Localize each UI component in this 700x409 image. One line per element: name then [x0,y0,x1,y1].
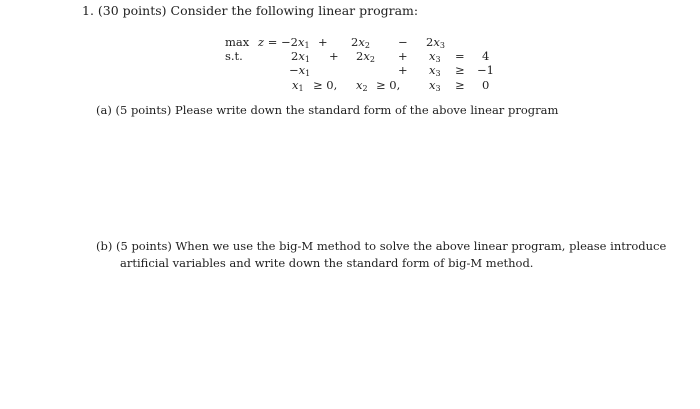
part-b-line1: (b) (5 points) When we use the big-M method to solve the above linear program, please introduce [96,239,667,253]
c1-term2: $2x_2$ [356,49,375,64]
c2-plus: + [398,63,408,77]
nn-x2: $x_2$ [356,78,368,93]
c1-term1: $2x_1$ [291,49,310,64]
st-label: s.t. [225,49,243,63]
c1-plus2: + [398,49,408,63]
question-heading: 1. (30 points) Consider the following linear program: [82,3,419,18]
c1-plus1: + [329,49,339,63]
c1-term3: $x_3$ [429,49,441,64]
nn-x3-geq: ≥ [455,78,465,92]
nn-x3: $x_3$ [429,78,441,93]
nn-x1: $x_1$ [292,78,304,93]
nn-x1-geq: ≥ 0, [313,78,338,92]
linear-program [0,0,700,120]
c2-term3: $x_3$ [429,63,441,78]
obj-term2: $2x_2$ [351,35,370,50]
nn-x2-geq: ≥ 0, [376,78,401,92]
c2-rhs: −1 [477,63,494,77]
c2-term1: $-x_1$ [289,63,311,78]
max-label: max [225,35,250,49]
obj-minus: − [398,35,408,49]
obj-term3: $2x_3$ [426,35,445,50]
c1-equals: = [455,49,465,63]
part-a: (a) (5 points) Please write down the standard form of the above linear program [96,103,559,117]
part-b-line2: artificial variables and write down the standard form of big-M method. [120,256,534,270]
c1-rhs: 4 [482,49,490,63]
part-b [96,238,666,272]
nn-x3-zero: 0 [482,78,490,92]
c2-geq: ≥ [455,63,465,77]
obj-plus: + [318,35,328,49]
objective-lhs: $z = -2x_1$ [258,35,310,50]
